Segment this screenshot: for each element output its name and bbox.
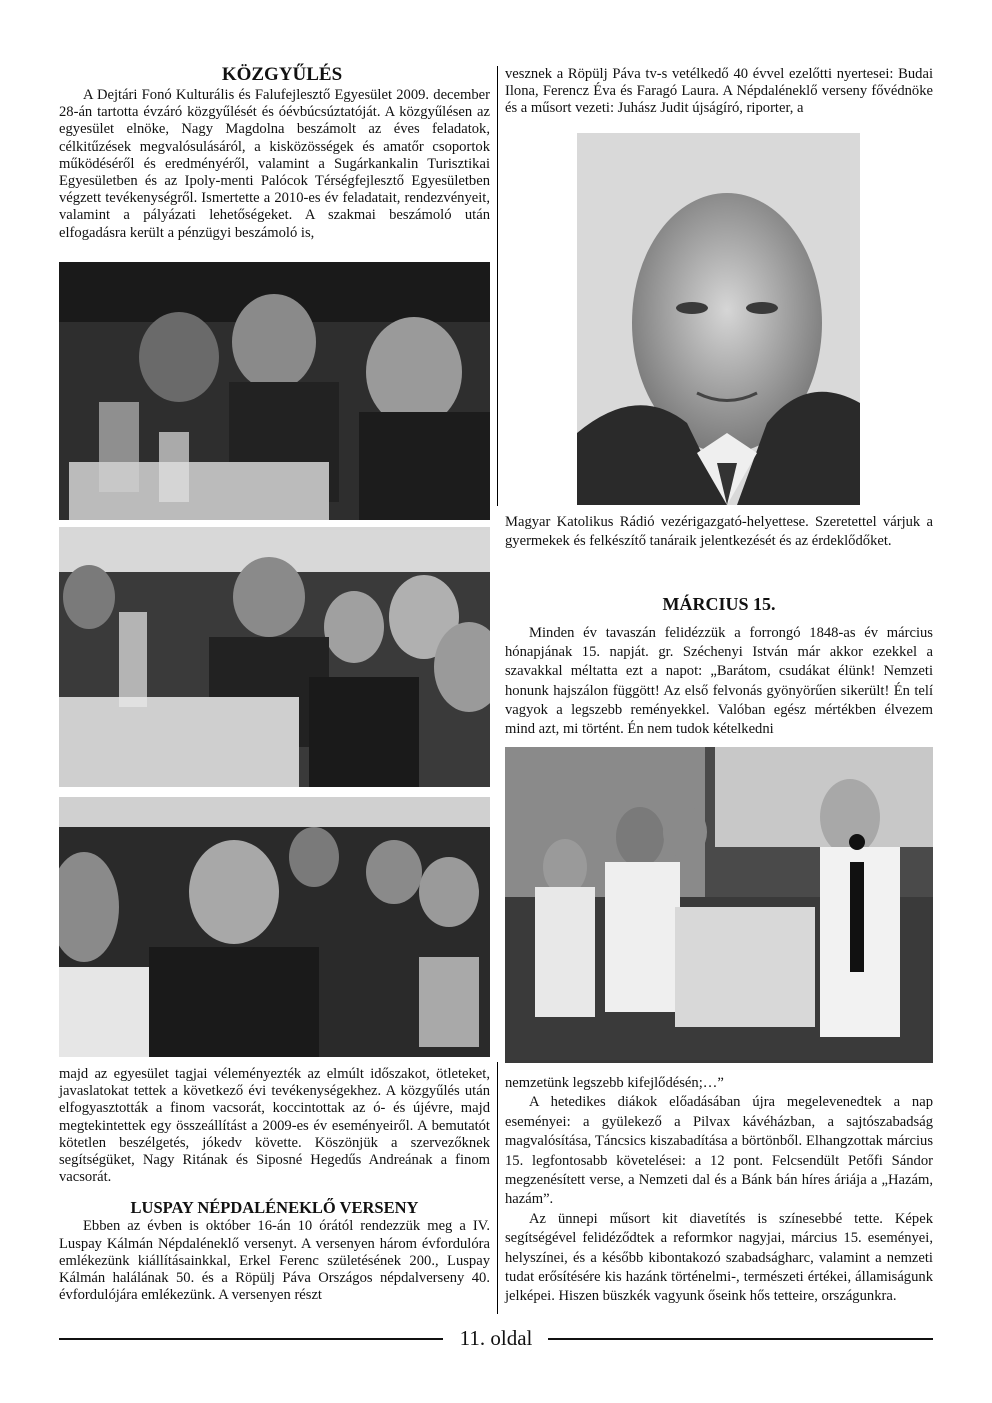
section-title-marcius: MÁRCIUS 15. [662, 594, 776, 614]
section-title-luspay: LUSPAY NÉPDALÉNEKLŐ VERSENY [130, 1198, 419, 1218]
footer-rule-left [59, 1338, 443, 1340]
meeting-photo-3-icon [59, 797, 490, 1057]
section-title-kozgyules: KÖZGYŰLÉS [221, 64, 343, 85]
portrait-photo-icon [577, 133, 860, 505]
luspay-closing [505, 513, 933, 551]
kozgyules-continued [59, 1066, 490, 1304]
marcius-section [505, 593, 933, 739]
column-divider [497, 66, 498, 506]
luspay-continued [505, 66, 933, 118]
page-number: 11. oldal [459, 1326, 533, 1350]
marcius-quote-end: nemzetünk legszebb kifejlődésén;…” [505, 1075, 724, 1091]
meeting-photo-2-icon [59, 527, 490, 787]
marcius-paragraph-1: Minden év tavaszán felidézzük a forrongó 1848-as év március hónapjának 15. napját. gr. Széchenyi István már akkor ezekkel a szavakkal méltatta ezt a napot: „Barátom, csudákat élünk! Nemzeti honunk hajszálon függött! Az első felvonás gyönyörűen sikerült! Én telí vagyok a legszebb reményekkel. Valóban egész mértékben élvezem mind azt, mi történt. Én nem tudok kételkedni [505, 625, 933, 738]
luspay-paragraph-continued: vesznek a Röpülj Páva tv-s vetélkedő 40 évvel ezelőtti nyertesei: Budai Ilona, Ferencz Éva és Faragó Laura. A Népdaléneklő verseny fővédnöke és a műsort vezeti: Juhász Judit újságíró, riporter, a [505, 66, 933, 117]
luspay-paragraph-closing: Magyar Katolikus Rádió vezérigazgató-helyettese. Szeretettel várjuk a gyermekek és felkészítő tanáraik jelentkezését és az érdeklődőket. [505, 514, 933, 549]
kozgyules-paragraph-2: majd az egyesület tagjai véleményezték az elmúlt időszakot, ötleteket, javaslatokat tettek a következő évi tevékenységekhez. A közgyűlés után elfogyasztották a finom vacsorát, koccintottak az ó- és újévre, majd megtekintettek egy összeállítást a 2009-es év eseményeiről. A bemutatót kötetlen beszélgetés, jókedv követte. Köszönjük a szervezőknek segítségüket, Nagy Ritának és Siposné Hegedűs Andreának a finom vacsorát. [59, 1066, 490, 1186]
luspay-paragraph: Ebben az évben is október 16-án 10 órától rendezzük meg a IV. Luspay Kálmán Népdaléneklő versenyt. A versenyen három évfordulóra emlékezünk kiállításainkkal, Erkel Ferenc születésének 200., Luspay Kálmán halálának 50. és a Röpülj Páva Országos népdalverseny 40. évfordulójára emlékezünk. A versenyen részt [59, 1218, 490, 1304]
meeting-photo-1-icon [59, 262, 490, 520]
marcius-continued [505, 1074, 933, 1307]
kozgyules-section [59, 64, 490, 242]
kozgyules-paragraph-1: A Dejtári Fonó Kulturális és Falufejlesztő Egyesület 2009. december 28-án tartotta évzáró közgyűlését és óévbúcsúztatóját. A közgyűlésen az egyesület elnöke, Nagy Magdolna beszámolt az éves feladatok, célkitűzések megvalósulásáról, a kisközösségek és amatőr csoportok működéséről és eredményéről, valamint a Sugárkankalin Turisztikai Egyesületben és az Ipoly-menti Palócok Térségfejlesztő Egyesületben végzett tevékenységről. Ismertette a 2010-es év feladatait, rendezvényeit, valamint a pályázati lehetőségeket. A szakmai beszámoló után elfogadásra került a pénzügyi beszámoló is, [59, 87, 490, 241]
column-divider-bottom [497, 1062, 498, 1314]
marcius-paragraph-2: A hetedikes diákok előadásában újra megelevenedtek a nap eseményei: a gyülekező a Pilvax kávéházban, a sajtószabadság magvalósítása, Táncsics kiszabadítása a börtönből. Elhangzottak március 15. legfontosabb követelései: a 12 pont. Felcsendült Petőfi Sándor megzenésített verse, a Nemzeti dal és a Bánk bán híres áriája a „Hazám, hazám”. [505, 1094, 933, 1208]
marcius-paragraph-3: Az ünnepi műsort kit diavetítés is színesebbé tette. Képek segítségével felidéződtek a reformkor nagyjai, március 15. eseményei, helyszínei, és a később kibontakozó szabadságharc, valamint a nemzeti tudat erősítésére kis hazánk történelmi-, természeti értékei, államiságunk jelképei. Hiszen büszkék vagyunk őseink hős tetteire, országunkra. [505, 1210, 933, 1305]
students-photo-icon [505, 747, 933, 1063]
footer-rule-right [548, 1338, 933, 1340]
